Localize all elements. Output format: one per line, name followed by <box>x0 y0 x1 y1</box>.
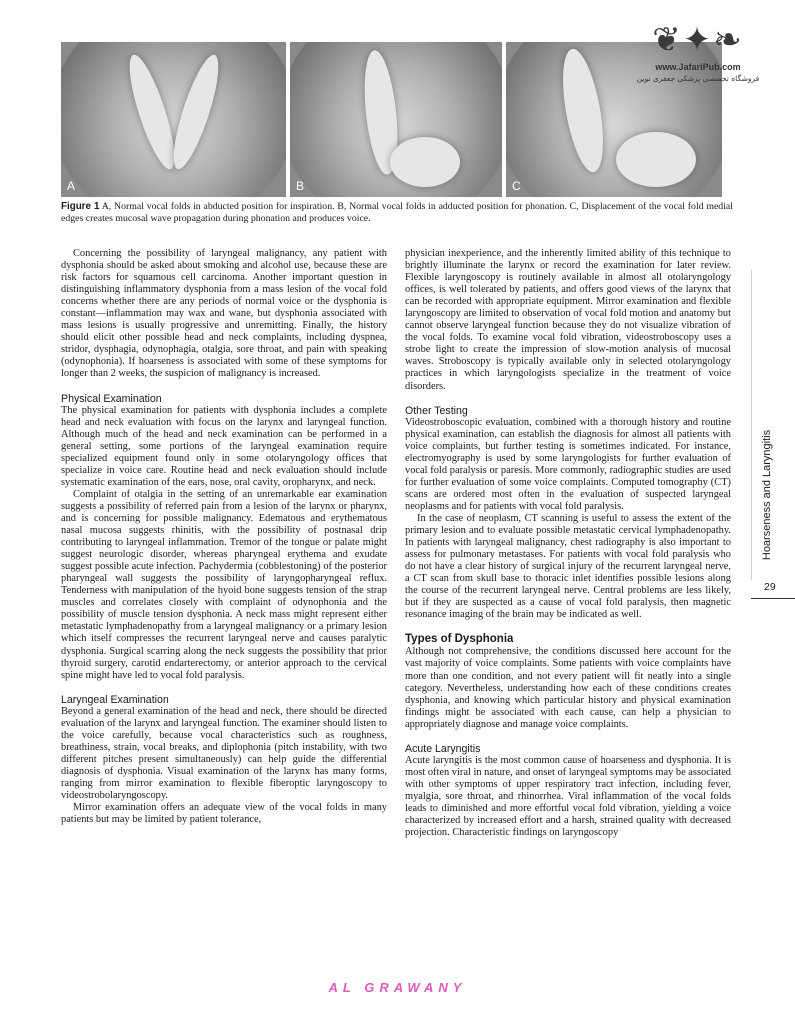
paragraph: In the case of neoplasm, CT scanning is useful to assess the extent of the primary lesion and to evaluate possible metastatic cervical lymphadenopathy. In patients with laryngeal malignancy, chest radiography is also important to assess for pulmonary metastases. For patients with vocal fold paralysis who do not have a clear history of surgical injury of the recurrent laryngeal nerve, a CT scan from skull base to thoracic inlet identifies possible lesions along the course of the recurrent laryngeal nerve. Central problems are less likely, but if they are suspected as a cause of vocal fold paralysis, then magnetic resonance imaging of the brain may be indicated as well. <box>405 512 731 621</box>
panel-letter-a: A <box>67 179 76 193</box>
figure-1-images <box>61 42 722 197</box>
paragraph: Mirror examination offers an adequate view of the vocal folds in many patients but may be limited by patient tolerance, <box>61 802 387 826</box>
paragraph: Videostroboscopic evaluation, combined with a thorough history and routine physical examination, can establish the diagnosis for almost all patients with voice complaints, but further testing is sometimes indicated. For instance, electromyography is used by some laryngologists for further evaluation of vocal fold paralysis or paresis. More commonly, radiographic studies are used for further evaluation of some voice complaints. Computed tomography (CT) scans are ordered most often in the evaluation of suspected laryngeal neoplasms and for patients with vocal fold paralysis. <box>405 416 731 512</box>
right-column <box>405 248 731 839</box>
heading-types-of-dysphonia: Types of Dysphonia <box>405 633 514 646</box>
running-head-text: Hoarseness and Laryngitis <box>761 429 773 561</box>
left-column <box>61 248 387 826</box>
vocal-folds-photo-a <box>61 42 286 197</box>
panel-letter-b: B <box>296 179 305 193</box>
paragraph: Beyond a general examination of the head and neck, there should be directed evaluation of the larynx and laryngeal function. The examiner should listen to the voice carefully, because vocal characteristics such as roughness, breathiness, strain, vocal breaks, and diplophonia (pitch instability, with two different pitches present simultaneously) can help guide the differential diagnosis of dysphonia. Visual examination of the larynx has many forms, ranging from mirror examination to flexible fiberoptic laryngoscopy to videostrobolaryngoscopy. <box>61 705 387 802</box>
running-head <box>757 420 777 570</box>
figure-caption <box>61 201 733 225</box>
heading-acute-laryngitis: Acute Laryngitis <box>405 742 481 755</box>
paragraph: physician inexperience, and the inherently limited ability of this technique to brightly illuminate the larynx or record the examination for later review. Flexible laryngoscopy is routinely available in almost all otolaryngology offices, is well tolerated by patients, and offers good views of the larynx that can be recorded with appropriate equipment. Mirror examination and flexible laryngoscopy are limited to observation of vocal fold motion and anatomy but cannot observe laryngeal function because they do not visualize vibration of the vocal folds. To examine vocal fold vibration, videostroboscopy uses a strobe light to create the impression of slow-motion analysis of mucosal waves. Stroboscopy is typically available only in selected otolaryngology practices in which laryngologists specialize in the treatment of voice disorders. <box>405 248 731 392</box>
heading-physical-examination: Physical Examination <box>61 392 162 405</box>
paragraph: Acute laryngitis is the most common cause of hoarseness and dysphonia. It is most often viral in nature, and onset of laryngeal symptoms may be associated with other symptoms of upper respiratory tract infection, including fever, myalgia, sore throat, and rhinorrhea. Viral inflammation of the vocal folds leads to diminished and more effortful vocal fold vibration, yielding a voice characterized by increased effort and a harsh, strained quality with decreased projection. Characteristic findings on laryngoscopy <box>405 754 731 839</box>
paragraph: Complaint of otalgia in the setting of an unremarkable ear examination suggests a possibility of referred pain from a lesion of the larynx or pharynx, and is concerning for possible malignancy. Edematous and erythematous nasal mucosa suggests rhinitis, with the possibility of postnasal drip contributing to laryngeal inflammation. Tremor of the tongue or palate might suggest neurologic disorder, whereas pharyngeal erythema and exudate suggest possible acute infection. Pachydermia (cobblestoning) of the posterior pharyngeal wall suggests the possibility of laryngopharyngeal reflux. Tenderness with manipulation of the hyoid bone suggests tension of the strap muscles and correlates closely with complaint of odynophonia and the possibility of muscle tension dysphonia. A neck mass might represent either metastatic lymphadenopathy from a laryngeal malignancy or a primary lesion which itself compresses the recurrent laryngeal nerve and causes paralytic dysphonia. Surgical scarring along the neck suggests the possibility that prior thyroid surgery, carotid endarterectomy, or anterior approach to the cervical spine might have led to vocal fold paralysis. <box>61 488 387 681</box>
logo-emblem: ❦✦❧ <box>652 20 744 60</box>
footer-watermark: AL GRAWANY <box>328 980 467 995</box>
logo-tagline: فروشگاه تخصصی پزشکی جعفری نوین <box>636 74 760 83</box>
paragraph: The physical examination for patients with dysphonia includes a complete head and neck evaluation with focus on the larynx and laryngeal function. Although much of the head and neck examination can be performed in a general setting, some portions of the laryngeal examination require specialized equipment found only in some otolaryngology offices that specialize in voice care. Routine head and neck evaluation should include systematic examination of the ears, nose, oral cavity, oropharynx, and neck. <box>61 404 387 488</box>
page-number: 29 <box>764 581 776 593</box>
panel-letter-c: C <box>512 179 521 193</box>
heading-laryngeal-examination: Laryngeal Examination <box>61 693 169 706</box>
publisher-logo <box>632 18 764 96</box>
paragraph: Although not comprehensive, the conditions discussed here account for the vast majority of voice complaints. Some patients with voice complaints have more than one condition, and not every patient will fit neatly into a single category. Nevertheless, understanding how each of these conditions creates dysphonia, and knowing which particular history and physical examination findings might be associated with each cause, can help a physician to appropriately diagnose and manage voice complaints. <box>405 646 731 730</box>
sidebar-divider <box>751 270 752 580</box>
logo-url: www.JafariPub.com <box>655 62 741 72</box>
heading-other-testing: Other Testing <box>405 404 468 417</box>
paragraph: Concerning the possibility of laryngeal malignancy, any patient with dysphonia should be asked about smoking and alcohol use, because these are risk factors for squamous cell carcinoma. Another important question in distinguishing inflammatory dysphonia from a mass lesion of the vocal fold concerns whether there are any periods of normal voice or the dysphonia is constant—inflammation may wax and wane, but dysphonia associated with mass lesions is usually progressive and unremitting. Finally, the history should elicit other possible head and neck complaints, including dyspnea, stridor, dysphagia, odynophagia, otalgia, sore throat, and pain with speaking (odynophonia). If hoarseness is associated with some of these symptoms for longer than 2 weeks, the suspicion of malignancy is increased. <box>61 248 387 380</box>
page-number-rule <box>751 598 795 599</box>
figure-caption-text: A, Normal vocal folds in abducted position for inspiration. B, Normal vocal folds in adducted position for phonation. C, Displacement of the vocal fold medial edges creates mucosal wave propagation during phonation and produces voice. <box>61 201 734 224</box>
figure-label: Figure 1 <box>61 201 100 212</box>
vocal-folds-photo-b <box>290 42 502 197</box>
